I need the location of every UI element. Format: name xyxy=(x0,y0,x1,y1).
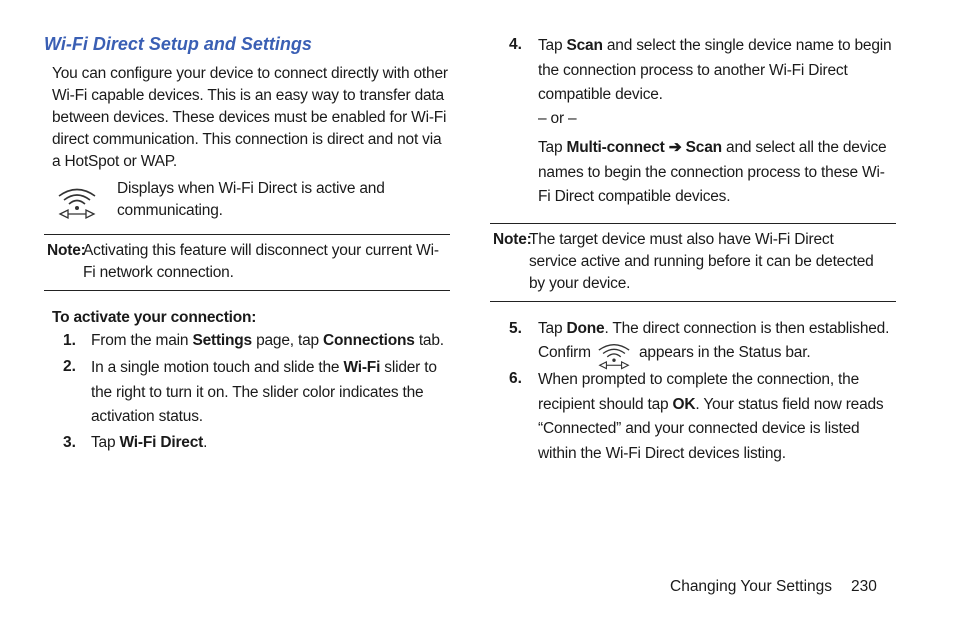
page-number: 230 xyxy=(851,578,877,595)
confirm-text: Confirm xyxy=(538,344,591,361)
or-separator: – or – xyxy=(538,110,577,127)
icon-caption: Displays when Wi-Fi Direct is active and communicating. xyxy=(117,180,385,219)
step-number: 1. xyxy=(63,332,76,349)
section-title: Wi-Fi Direct Setup and Settings xyxy=(44,34,312,54)
wifi-direct-icon xyxy=(56,184,98,222)
note-label: Note: xyxy=(47,242,86,259)
step-number: 6. xyxy=(509,370,522,387)
step-number: 2. xyxy=(63,358,76,375)
note-top-rule xyxy=(490,223,896,224)
note-bottom-rule xyxy=(490,301,896,302)
note-label: Note: xyxy=(493,231,532,248)
note-text: The target device must also have Wi-Fi Direct service active and running before it can be detected by your device. xyxy=(529,231,874,292)
intro-paragraph: You can configure your device to connect directly with other Wi-Fi capable devices. This is an easy way to transfer data between devices. These devices must be enabled for Wi-Fi direct communication. This connection is direct and not via a HotSpot or WAP. xyxy=(52,65,448,170)
step-number: 4. xyxy=(509,36,522,53)
step-5: Tap Done. The direct connection is then established. xyxy=(538,320,890,337)
footer-section: Changing Your Settings xyxy=(670,578,833,595)
status-bar-text: appears in the Status bar. xyxy=(639,344,811,361)
step-number: 5. xyxy=(509,320,522,337)
subheading: To activate your connection: xyxy=(52,309,257,326)
step-6: When prompted to complete the connection, the recipient should tap OK. Your status field now reads “Connected” and your connected device is listed within the Wi-Fi Direct devices listing. xyxy=(538,371,884,462)
step-4-alternative: Tap Multi-connect ➔ Scan and select all the device names to begin the connection process to these Wi-Fi Direct compatible devices. xyxy=(538,139,887,205)
note-bottom-rule xyxy=(44,290,450,291)
step-number: 3. xyxy=(63,434,76,451)
note-top-rule xyxy=(44,234,450,235)
step-1: From the main Settings page, tap Connections tab. xyxy=(91,332,444,349)
note-text: Activating this feature will disconnect your current Wi-Fi network connection. xyxy=(83,242,439,281)
step-2: In a single motion touch and slide the Wi-Fi slider to the right to turn it on. The slider color indicates the activation status. xyxy=(91,359,437,425)
step-4: Tap Scan and select the single device name to begin the connection process to another Wi-Fi Direct compatible device. xyxy=(538,37,892,103)
step-3: Tap Wi-Fi Direct. xyxy=(91,434,208,451)
